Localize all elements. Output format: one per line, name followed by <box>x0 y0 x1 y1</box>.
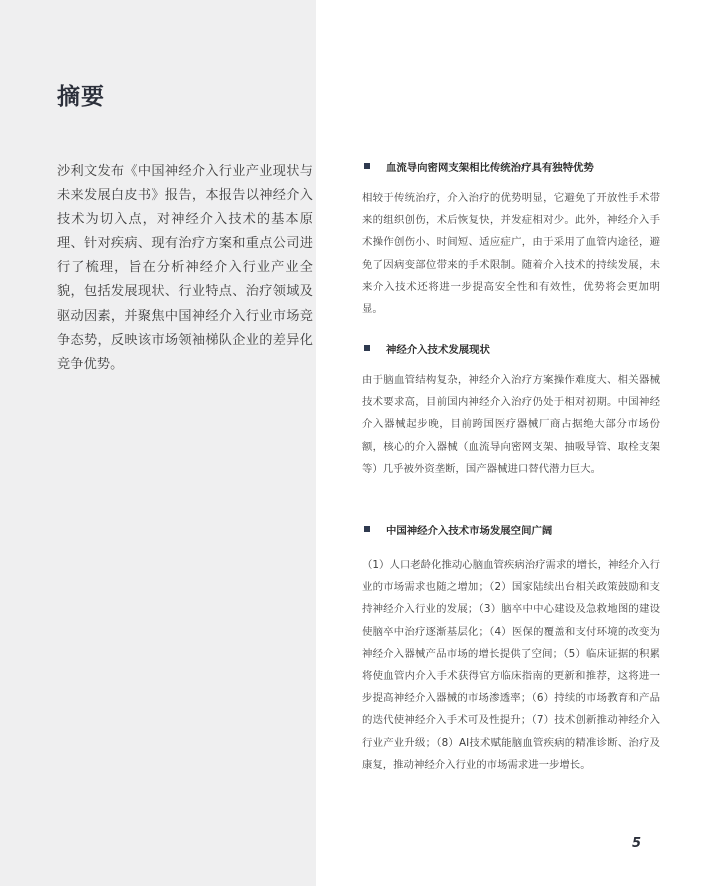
square-bullet-icon <box>364 345 370 351</box>
section-advantages <box>362 157 660 320</box>
section-title: 中国神经介入技术市场发展空间广阔 <box>386 524 553 537</box>
summary-paragraph: 沙利文发布《中国神经介入行业产业现状与未来发展白皮书》报告，本报告以神经介入技术为切入点，对神经介入技术的基本原理、针对疾病、现有治疗方案和重点公司进行了梳理，旨在分析神经介入行业产业全貌，包括发展现状、行业特点、治疗领域及驱动因素，并聚焦中国神经介入行业市场竞争态势，反映该市场领袖梯队企业的差异化竞争优势。 <box>57 164 313 372</box>
section-body: （1）人口老龄化推动心脑血管疾病治疗需求的增长，神经介入行业的市场需求也随之增加；（2）国家陆续出台相关政策鼓励和支持神经介入行业的发展；（3）脑卒中中心建设及急救地图的建设使脑卒中治疗逐渐基层化；（4）医保的覆盖和支付环境的改变为神经介入器械产品市场的增长提供了空间；（5）临床证据的积累将使血管内介入手术获得官方临床指南的更新和推荐，这将进一步提高神经介入器械的市场渗透率；（6）持续的市场教育和产品的迭代使神经介入手术可及性提升；（7）技术创新推动神经介入行业产业升级；（8）AI技术赋能脑血管疾病的精准诊断、治疗及康复，推动神经介入行业的市场需求进一步增长。 <box>362 559 660 771</box>
section-body: 相较于传统治疗，介入治疗的优势明显，它避免了开放性手术带来的组织创伤，术后恢复快，并发症相对少。此外，神经介入手术操作创伤小、时间短、适应症广，由于采用了血管内途径，避免了因病变部位带来的手术限制。随着介入技术的持续发展，未来介入技术还将进一步提高安全性和有效性，优势将会更加明显。 <box>362 192 660 316</box>
section-body: 由于脑血管结构复杂，神经介入治疗方案操作难度大、相关器械技术要求高，目前国内神经介入治疗仍处于相对初期。中国神经介入器械起步晚，目前跨国医疗器械厂商占据绝大部分市场份额，核心的介入器械（血流导向密网支架、抽吸导管、取栓支架等）几乎被外资垄断，国产器械进口替代潜力巨大。 <box>362 374 660 475</box>
square-bullet-icon <box>364 163 370 169</box>
section-title: 神经介入技术发展现状 <box>386 343 490 356</box>
section-heading <box>362 339 660 357</box>
section-title: 血流导向密网支架相比传统治疗具有独特优势 <box>386 161 594 174</box>
section-heading <box>362 157 660 175</box>
square-bullet-icon <box>364 526 370 532</box>
page-title: 摘要 <box>57 84 105 110</box>
left-panel <box>0 0 316 886</box>
section-market-space <box>362 520 660 776</box>
page-number: 5 <box>632 836 642 851</box>
section-heading <box>362 520 660 538</box>
section-status <box>362 339 660 480</box>
